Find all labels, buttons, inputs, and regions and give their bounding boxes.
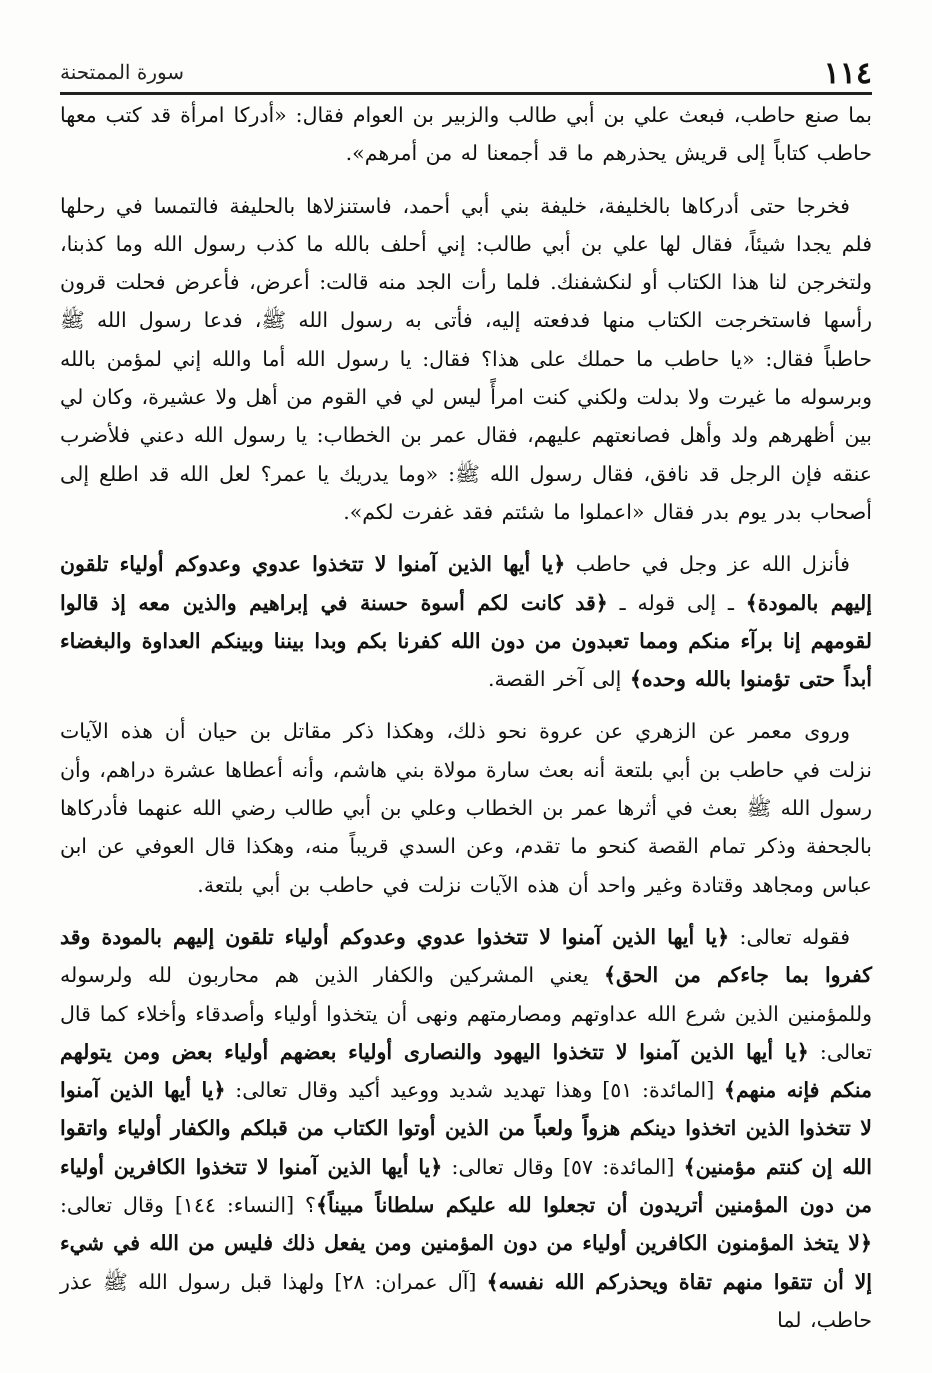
page-header	[60, 52, 872, 92]
paragraph	[60, 96, 872, 173]
body-text: [المائدة: ٥٧] وقال تعالى:	[442, 1154, 684, 1179]
paragraph	[60, 545, 872, 698]
quran-verse: ﴿قد كانت لكم أسوة حسنة في إبراهيم والذين معه إذ قالوا لقومهم إنا برآء منكم ومما تعبدون من دون الله كفرنا بكم وبدا بيننا وبينكم العداوة والبغضاء أبداً حتى تؤمنوا بالله وحده﴾	[60, 590, 872, 692]
body-text: [آل عمران: ٢٨] ولهذا قبل رسول الله ﷺ عذر حاطب، لما	[60, 1269, 872, 1332]
body-text: وروى معمر عن الزهري عن عروة نحو ذلك، وهكذا ذكر مقاتل بن حيان أن هذه الآيات نزلت في حاطب بن أبي بلتعة أنه بعث سارة مولاة بني هاشم، وأنه أعطاها عشرة دراهم، وأن رسول الله ﷺ بعث في أثرها عمر بن الخطاب وعلي بن أبي طالب رضي الله عنهما فأدركاها بالجحفة وذكر تمام القصة كنحو ما تقدم، وعن السدي قريباً منه، وهكذا قال العوفي عن ابن عباس ومجاهد وقتادة وغير واحد أن هذه الآيات نزلت في حاطب بن أبي بلتعة.	[60, 719, 872, 897]
body-text: [المائدة: ٥١] وهذا تهديد شديد ووعيد أكيد وقال تعالى:	[225, 1078, 724, 1103]
quran-verse: ﴿لا يتخذ المؤمنون الكافرين أولياء من دون المؤمنين ومن يفعل ذلك فليس من الله في شيء إلا أن تتقوا منهم تقاة ويحذركم الله نفسه﴾	[60, 1231, 872, 1294]
quran-verse: ﴿يا أيها الذين آمنوا لا تتخذوا الكافرين أولياء من دون المؤمنين أتريدون أن تجعلوا لله عليكم سلطاناً مبيناً﴾	[60, 1154, 872, 1218]
surah-title: سورة الممتحنة	[60, 60, 185, 84]
body-text: إلى آخر القصة.	[487, 667, 630, 692]
page-body	[60, 96, 872, 1339]
quran-verse: ﴿يا أيها الذين آمنوا لا تتخذوا عدوي وعدوكم أولياء تلقون إليهم بالمودة﴾	[60, 552, 872, 615]
quran-verse: ﴿يا أيها الذين آمنوا لا تتخذوا الذين اتخذوا دينكم هزواً ولعباً من الذين أوتوا الكتاب من قبلكم والكفار أولياء واتقوا الله إن كنتم مؤمنين﴾	[60, 1078, 873, 1179]
body-text: ؟ [النساء: ١٤٤] وقال تعالى:	[60, 1193, 316, 1218]
body-text: يعني المشركين والكفار الذين هم محاربون لله ولرسوله وللمؤمنين الذين شرع الله عداوتهم ومصارمتهم ونهى أن يتخذوا أولياء وأصدقاء وأخلاء كما قال تعالى:	[60, 963, 872, 1064]
quran-verse: ﴿يا أيها الذين آمنوا لا تتخذوا اليهود والنصارى أولياء بعضهم أولياء بعض ومن يتولهم منكم فإنه منهم﴾	[60, 1039, 872, 1103]
paragraph	[60, 187, 872, 532]
quran-verse: ﴿يا أيها الذين آمنوا لا تتخذوا عدوي وعدوكم أولياء تلقون إليهم بالمودة وقد كفروا بما جاءكم من الحق﴾	[60, 924, 873, 988]
body-text: فأنزل الله عز وجل في حاطب	[565, 552, 850, 577]
paragraph	[60, 918, 872, 1339]
body-text: فخرجا حتى أدركاها بالخليفة، خليفة بني أبي أحمد، فاستنزلاها بالحليفة فالتمسا في رحلها فلم يجدا شيئاً، فقال لها علي بن أبي طالب: إني أحلف بالله ما كذب رسول الله وما كذبنا، ولتخرجن لنا هذا الكتاب أو لنكشفنك. فلما رأت الجد منه قالت: أعرض، فأعرض فحلت قرون رأسها فاستخرجت الكتاب منها فدفعته إليه، فأتى به رسول الله ﷺ، فدعا رسول الله ﷺ حاطباً فقال: «يا حاطب ما حملك على هذا؟ فقال: يا رسول الله أما والله إني لمؤمن بالله وبرسوله ما غيرت ولا بدلت ولكني كنت امرأً ليس لي في القوم من أهل ولا عشيرة، وكان لي بين أظهرهم ولد وأهل فصانعتهم عليهم، فقال عمر بن الخطاب: يا رسول الله دعني فلأضرب عنقه فإن الرجل قد نافق، فقال رسول الله ﷺ: «وما يدريك يا عمر؟ لعل الله قد اطلع إلى أصحاب بدر يوم بدر فقال «اعملوا ما شئتم فقد غفرت لكم».	[60, 193, 872, 524]
page-number: ١١٤	[823, 56, 872, 91]
body-text: بما صنع حاطب، فبعث علي بن أبي طالب والزبير بن العوام فقال: «أدركا امرأة قد كتب معها حاطب كتاباً إلى قريش يحذرهم ما قد أجمعنا له من أمرهم».	[60, 103, 872, 166]
header-divider	[60, 92, 872, 95]
paragraph	[60, 712, 872, 903]
body-text: فقوله تعالى:	[729, 924, 850, 949]
body-text: ـ إلى قوله ـ	[607, 590, 746, 615]
